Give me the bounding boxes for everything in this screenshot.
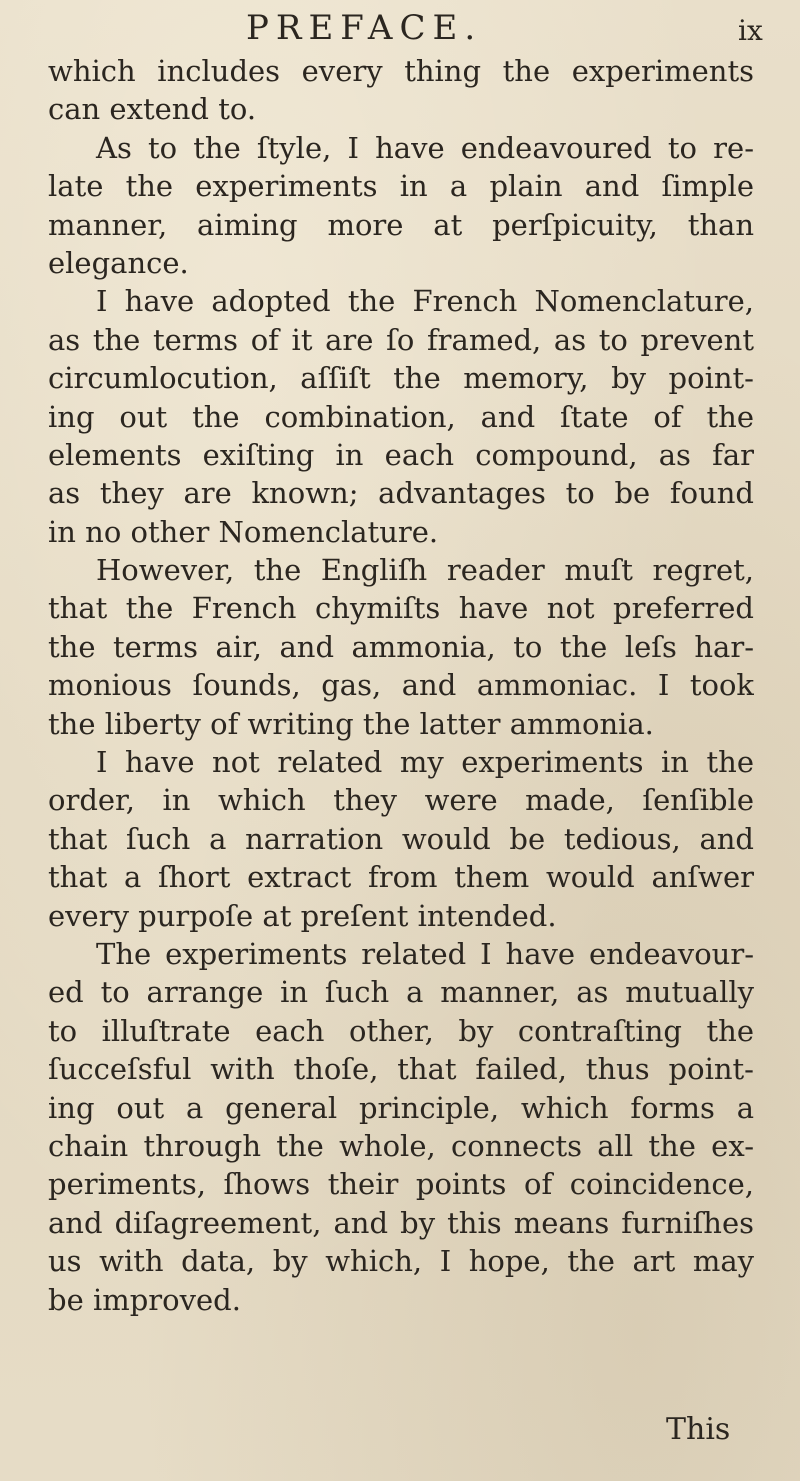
text-line: The experiments related I have endeavour- xyxy=(96,936,754,971)
text-line: be improved. xyxy=(48,1282,241,1317)
text-line: late the experiments in a plain and ſimple xyxy=(48,169,754,204)
text-line: periments, ſhows their points of coincidence, xyxy=(48,1167,754,1202)
text-line: monious ſounds, gas, and ammoniac. I took xyxy=(48,668,754,703)
body-text xyxy=(48,52,754,1319)
text-line: elements exiſting in each compound, as far xyxy=(48,437,754,472)
text-line: as the terms of it are ſo framed, as to prevent xyxy=(48,322,754,357)
text-line: ſucceſsful with thoſe, that failed, thus point- xyxy=(48,1052,754,1087)
text-line: can extend to. xyxy=(48,92,257,127)
text-line: that the French chymiſts have not preferred xyxy=(48,591,754,626)
text-line: I have adopted the French Nomenclature, xyxy=(96,284,754,319)
text-line: elegance. xyxy=(48,245,189,280)
running-head: PREFACE. xyxy=(246,8,483,48)
text-line: the liberty of writing the latter ammonia. xyxy=(48,706,654,741)
text-line: As to the ſtyle, I have endeavoured to re- xyxy=(96,130,754,165)
text-line: every purpoſe at preſent intended. xyxy=(48,898,557,933)
text-line: in no other Nomenclature. xyxy=(48,514,439,549)
text-line: ing out the combination, and ſtate of the xyxy=(48,399,754,434)
text-line: the terms air, and ammonia, to the leſs har- xyxy=(48,629,754,664)
text-line: that ſuch a narration would be tedious, and xyxy=(48,821,754,856)
text-line: that a ſhort extract from them would anſwer xyxy=(48,860,754,895)
text-line: ing out a general principle, which forms a xyxy=(48,1090,754,1125)
text-line: manner, aiming more at perſpicuity, than xyxy=(48,207,754,242)
text-line: us with data, by which, I hope, the art may xyxy=(48,1244,754,1279)
text-line: ed to arrange in ſuch a manner, as mutually xyxy=(48,975,754,1010)
page-number: ix xyxy=(738,14,763,47)
text-line: order, in which they were made, ſenſible xyxy=(48,783,754,818)
text-line: I have not related my experiments in the xyxy=(96,745,754,780)
text-line: chain through the whole, connects all the ex- xyxy=(48,1128,754,1163)
text-line: to illuſtrate each other, by contraſting the xyxy=(48,1013,754,1048)
catchword: This xyxy=(666,1412,731,1447)
text-line: circumlocution, aſſiſt the memory, by point- xyxy=(48,361,754,396)
text-line: which includes every thing the experiments xyxy=(48,54,754,88)
page-header xyxy=(0,8,800,54)
text-line: and diſagreement, and by this means furniſhes xyxy=(48,1205,754,1240)
text-line: as they are known; advantages to be found xyxy=(48,476,754,511)
text-line: However, the Engliſh reader muſt regret, xyxy=(96,553,754,588)
